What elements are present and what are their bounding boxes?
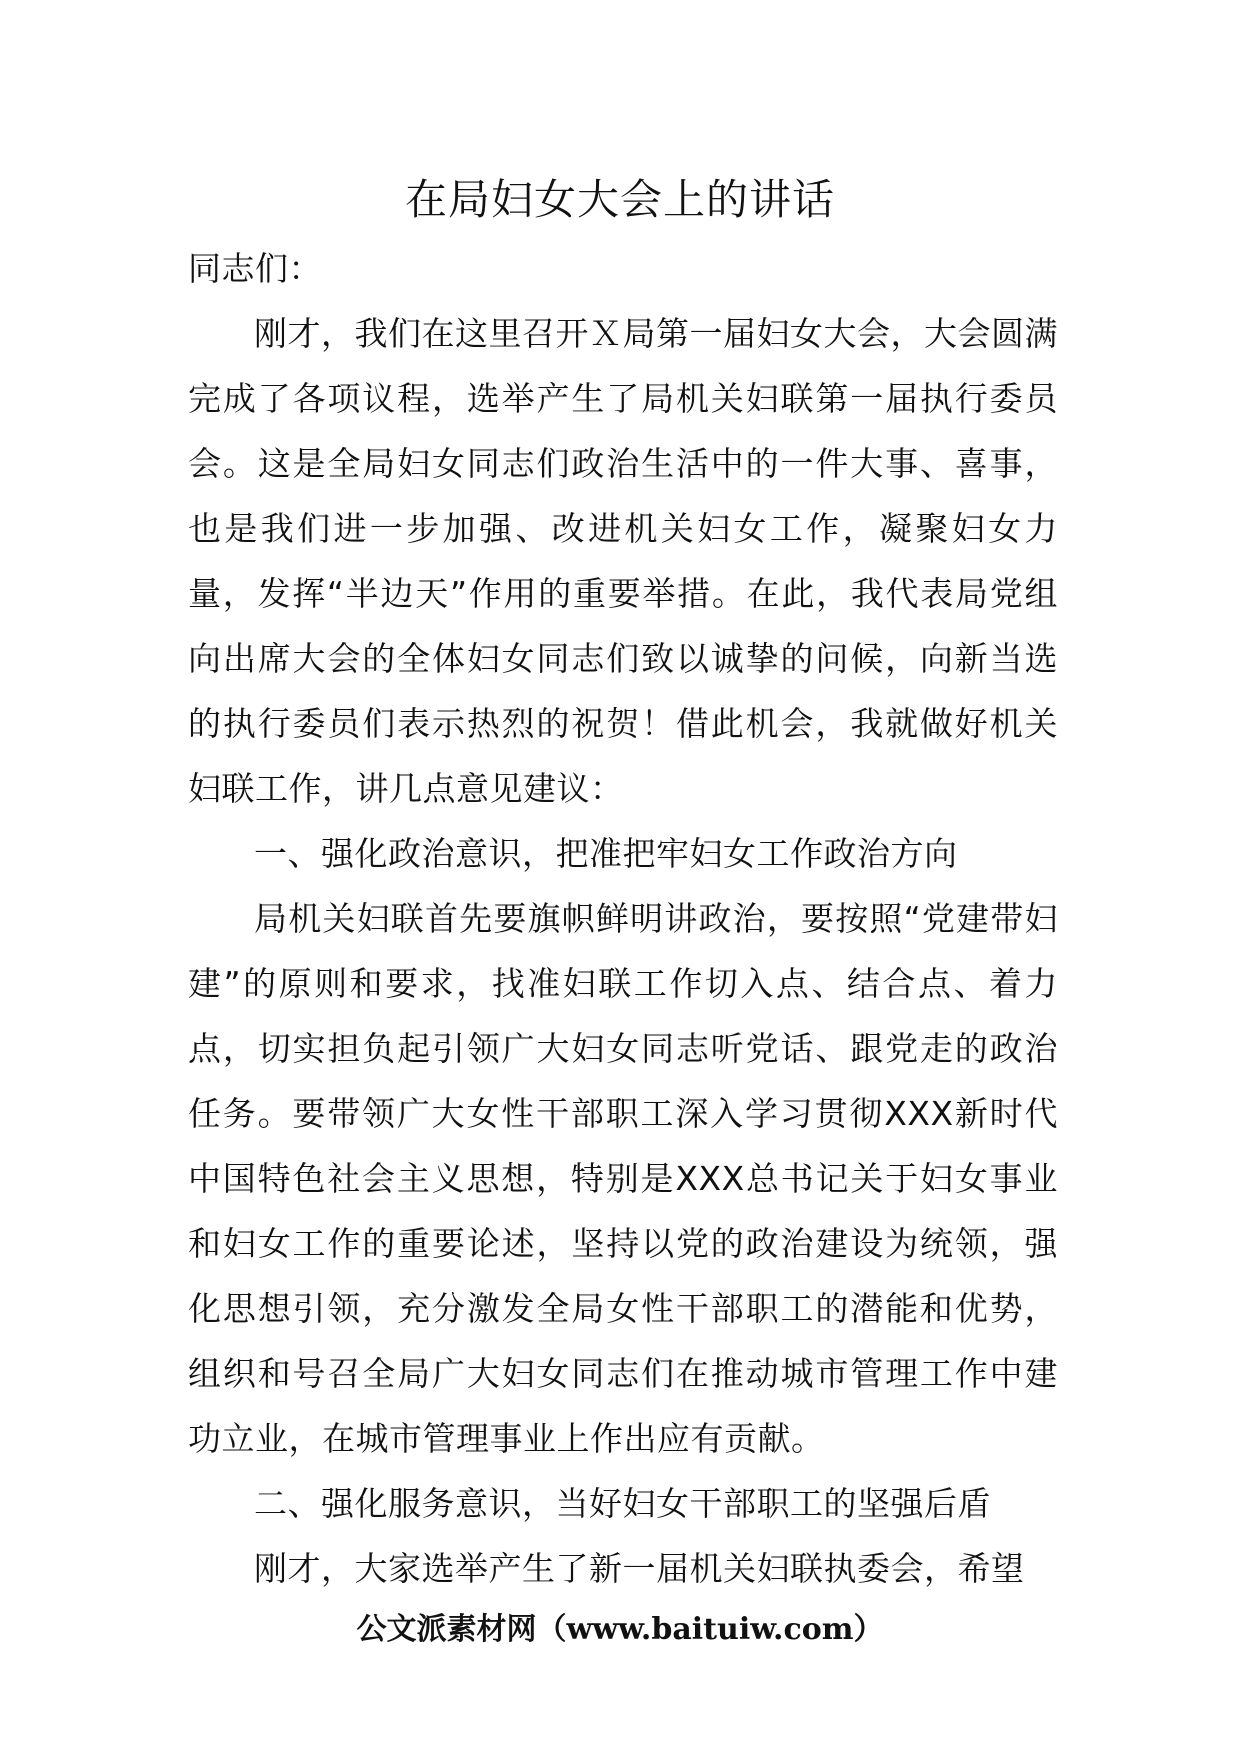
document-body xyxy=(188,236,1058,1601)
document-title: 在局妇女大会上的讲话 xyxy=(404,175,835,224)
paragraph-section-1: 局机关妇联首先要旗帜鲜明讲政治，要按照“党建带妇建”的原则和要求，找准妇联工作切入点、结合点、着力点，切实担负起引领广大妇女同志听党话、跟党走的政治任务。要带领广大女性干部职工深入学习贯彻XXX新时代中国特色社会主义思想，特别是XXX总书记关于妇女事业和妇女工作的重要论述，坚持以党的政治建设为统领，强化思想引领，充分激发全局女性干部职工的潜能和优势，组织和号召全局广大妇女同志们在推动城市管理工作中建功立业，在城市管理事业上作出应有贡献。 xyxy=(188,899,1058,1458)
footer-watermark: 公文派素材网（www.baituiw.com） xyxy=(356,1612,884,1647)
paragraph-section-2: 刚才，大家选举产生了新一届机关妇联执委会，希望 xyxy=(254,1549,1025,1588)
section-heading-1: 一、强化政治意识，把准把牢妇女工作政治方向 xyxy=(254,834,958,873)
section-heading-2: 二、强化服务意识，当好妇女干部职工的坚强后盾 xyxy=(254,1484,991,1523)
salutation: 同志们： xyxy=(188,249,322,288)
paragraph-intro: 刚才，我们在这里召开Ｘ局第一届妇女大会，大会圆满完成了各项议程，选举产生了局机关妇联第一届执行委员会。这是全局妇女同志们政治生活中的一件大事、喜事，也是我们进一步加强、改进机关妇女工作，凝聚妇女力量，发挥“半边天”作用的重要举措。在此，我代表局党组向出席大会的全体妇女同志们致以诚挚的问候，向新当选的执行委员们表示热烈的祝贺！借此机会，我就做好机关妇联工作，讲几点意见建议： xyxy=(188,314,1058,808)
